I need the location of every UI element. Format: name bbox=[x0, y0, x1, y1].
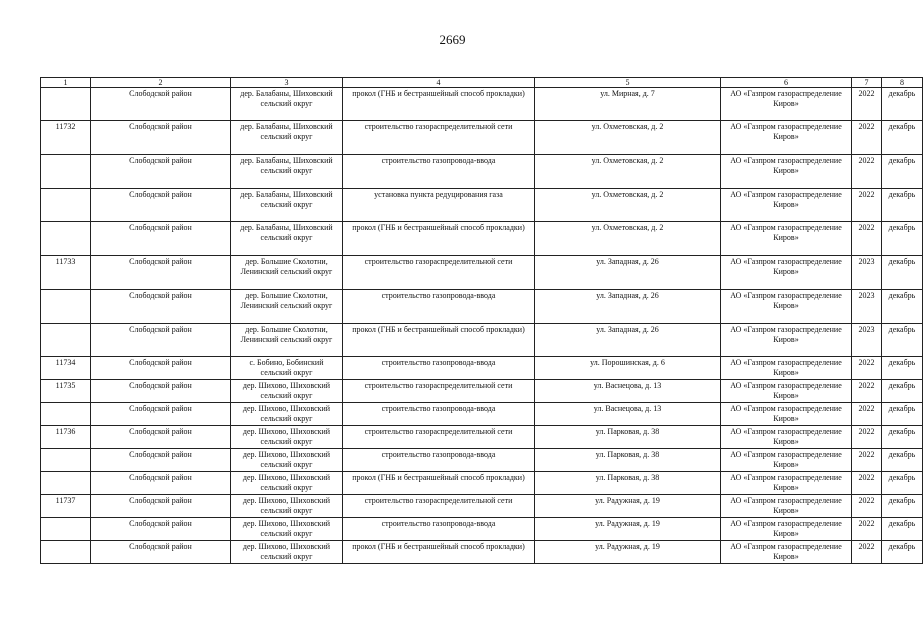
organization-cell: АО «Газпром газораспределение Киров» bbox=[721, 324, 852, 357]
settlement-cell: дер. Шихово, Шиховский сельский округ bbox=[231, 495, 343, 518]
year-cell: 2022 bbox=[852, 449, 882, 472]
row-number-cell: 11737 bbox=[41, 495, 91, 518]
address-cell: ул. Васнецова, д. 13 bbox=[535, 380, 721, 403]
month-cell: декабрь bbox=[882, 380, 923, 403]
gasification-schedule-table bbox=[40, 77, 923, 564]
district-cell: Слободской район bbox=[91, 472, 231, 495]
district-cell: Слободской район bbox=[91, 324, 231, 357]
district-cell: Слободской район bbox=[91, 541, 231, 564]
work-type-cell: строительство газораспределительной сети bbox=[343, 380, 535, 403]
address-cell: ул. Мирная, д. 7 bbox=[535, 88, 721, 121]
column-number-4: 4 bbox=[343, 78, 535, 88]
organization-cell: АО «Газпром газораспределение Киров» bbox=[721, 472, 852, 495]
month-cell: декабрь bbox=[882, 541, 923, 564]
settlement-cell: дер. Шихово, Шиховский сельский округ bbox=[231, 472, 343, 495]
settlement-cell: дер. Шихово, Шиховский сельский округ bbox=[231, 403, 343, 426]
table-row bbox=[41, 518, 923, 541]
table-row bbox=[41, 324, 923, 357]
work-type-cell: строительство газораспределительной сети bbox=[343, 256, 535, 290]
organization-cell: АО «Газпром газораспределение Киров» bbox=[721, 222, 852, 256]
year-cell: 2022 bbox=[852, 380, 882, 403]
row-number-cell bbox=[41, 403, 91, 426]
address-cell: ул. Васнецова, д. 13 bbox=[535, 403, 721, 426]
settlement-cell: дер. Шихово, Шиховский сельский округ bbox=[231, 518, 343, 541]
organization-cell: АО «Газпром газораспределение Киров» bbox=[721, 426, 852, 449]
address-cell: ул. Охметовская, д. 2 bbox=[535, 189, 721, 222]
year-cell: 2022 bbox=[852, 88, 882, 121]
column-number-1: 1 bbox=[41, 78, 91, 88]
month-cell: декабрь bbox=[882, 256, 923, 290]
district-cell: Слободской район bbox=[91, 88, 231, 121]
work-type-cell: прокол (ГНБ и бестраншейный способ прокладки) bbox=[343, 324, 535, 357]
organization-cell: АО «Газпром газораспределение Киров» bbox=[721, 155, 852, 189]
column-number-6: 6 bbox=[721, 78, 852, 88]
month-cell: декабрь bbox=[882, 426, 923, 449]
row-number-cell bbox=[41, 155, 91, 189]
year-cell: 2022 bbox=[852, 222, 882, 256]
table-row bbox=[41, 472, 923, 495]
month-cell: декабрь bbox=[882, 324, 923, 357]
organization-cell: АО «Газпром газораспределение Киров» bbox=[721, 403, 852, 426]
month-cell: декабрь bbox=[882, 495, 923, 518]
row-number-cell: 11732 bbox=[41, 121, 91, 155]
table-row bbox=[41, 189, 923, 222]
table-row bbox=[41, 380, 923, 403]
year-cell: 2022 bbox=[852, 472, 882, 495]
settlement-cell: дер. Балабаны, Шиховский сельский округ bbox=[231, 121, 343, 155]
district-cell: Слободской район bbox=[91, 380, 231, 403]
organization-cell: АО «Газпром газораспределение Киров» bbox=[721, 189, 852, 222]
year-cell: 2023 bbox=[852, 256, 882, 290]
organization-cell: АО «Газпром газораспределение Киров» bbox=[721, 495, 852, 518]
work-type-cell: строительство газораспределительной сети bbox=[343, 495, 535, 518]
row-number-cell bbox=[41, 88, 91, 121]
year-cell: 2022 bbox=[852, 121, 882, 155]
district-cell: Слободской район bbox=[91, 426, 231, 449]
month-cell: декабрь bbox=[882, 88, 923, 121]
settlement-cell: дер. Балабаны, Шиховский сельский округ bbox=[231, 189, 343, 222]
organization-cell: АО «Газпром газораспределение Киров» bbox=[721, 256, 852, 290]
month-cell: декабрь bbox=[882, 449, 923, 472]
row-number-cell: 11733 bbox=[41, 256, 91, 290]
table-row bbox=[41, 495, 923, 518]
table-row bbox=[41, 541, 923, 564]
table-row bbox=[41, 121, 923, 155]
row-number-cell: 11734 bbox=[41, 357, 91, 380]
year-cell: 2022 bbox=[852, 518, 882, 541]
month-cell: декабрь bbox=[882, 290, 923, 324]
year-cell: 2022 bbox=[852, 541, 882, 564]
work-type-cell: строительство газопровода-ввода bbox=[343, 155, 535, 189]
work-type-cell: строительство газопровода-ввода bbox=[343, 518, 535, 541]
address-cell: ул. Охметовская, д. 2 bbox=[535, 222, 721, 256]
month-cell: декабрь bbox=[882, 472, 923, 495]
settlement-cell: дер. Балабаны, Шиховский сельский округ bbox=[231, 155, 343, 189]
district-cell: Слободской район bbox=[91, 121, 231, 155]
settlement-cell: дер. Балабаны, Шиховский сельский округ bbox=[231, 222, 343, 256]
work-type-cell: прокол (ГНБ и бестраншейный способ прокладки) bbox=[343, 541, 535, 564]
row-number-cell: 11735 bbox=[41, 380, 91, 403]
table-row bbox=[41, 155, 923, 189]
column-number-8: 8 bbox=[882, 78, 923, 88]
table-body bbox=[41, 88, 923, 564]
address-cell: ул. Охметовская, д. 2 bbox=[535, 155, 721, 189]
table-row bbox=[41, 222, 923, 256]
district-cell: Слободской район bbox=[91, 222, 231, 256]
month-cell: декабрь bbox=[882, 222, 923, 256]
month-cell: декабрь bbox=[882, 121, 923, 155]
address-cell: ул. Парковая, д. 38 bbox=[535, 472, 721, 495]
organization-cell: АО «Газпром газораспределение Киров» bbox=[721, 357, 852, 380]
row-number-cell: 11736 bbox=[41, 426, 91, 449]
district-cell: Слободской район bbox=[91, 357, 231, 380]
settlement-cell: дер. Большие Сколотни, Ленинский сельский округ bbox=[231, 290, 343, 324]
organization-cell: АО «Газпром газораспределение Киров» bbox=[721, 380, 852, 403]
address-cell: ул. Радужная, д. 19 bbox=[535, 541, 721, 564]
settlement-cell: дер. Шихово, Шиховский сельский округ bbox=[231, 380, 343, 403]
month-cell: декабрь bbox=[882, 189, 923, 222]
settlement-cell: дер. Большие Сколотни, Ленинский сельский округ bbox=[231, 256, 343, 290]
settlement-cell: дер. Большие Сколотни, Ленинский сельский округ bbox=[231, 324, 343, 357]
year-cell: 2022 bbox=[852, 155, 882, 189]
address-cell: ул. Западная, д. 26 bbox=[535, 290, 721, 324]
month-cell: декабрь bbox=[882, 518, 923, 541]
work-type-cell: прокол (ГНБ и бестраншейный способ прокладки) bbox=[343, 222, 535, 256]
address-cell: ул. Западная, д. 26 bbox=[535, 256, 721, 290]
year-cell: 2022 bbox=[852, 189, 882, 222]
table-row bbox=[41, 357, 923, 380]
page-number: 2669 bbox=[439, 32, 466, 47]
address-cell: ул. Порошинская, д. 6 bbox=[535, 357, 721, 380]
organization-cell: АО «Газпром газораспределение Киров» bbox=[721, 88, 852, 121]
year-cell: 2022 bbox=[852, 426, 882, 449]
year-cell: 2023 bbox=[852, 290, 882, 324]
row-number-cell bbox=[41, 189, 91, 222]
year-cell: 2023 bbox=[852, 324, 882, 357]
address-cell: ул. Радужная, д. 19 bbox=[535, 518, 721, 541]
month-cell: декабрь bbox=[882, 403, 923, 426]
column-number-row bbox=[41, 78, 923, 88]
column-number-2: 2 bbox=[91, 78, 231, 88]
settlement-cell: с. Бобино, Бобинский сельский округ bbox=[231, 357, 343, 380]
address-cell: ул. Западная, д. 26 bbox=[535, 324, 721, 357]
table-row bbox=[41, 256, 923, 290]
column-number-3: 3 bbox=[231, 78, 343, 88]
year-cell: 2022 bbox=[852, 357, 882, 380]
month-cell: декабрь bbox=[882, 155, 923, 189]
district-cell: Слободской район bbox=[91, 189, 231, 222]
address-cell: ул. Парковая, д. 38 bbox=[535, 426, 721, 449]
organization-cell: АО «Газпром газораспределение Киров» bbox=[721, 541, 852, 564]
row-number-cell bbox=[41, 541, 91, 564]
column-number-5: 5 bbox=[535, 78, 721, 88]
work-type-cell: строительство газораспределительной сети bbox=[343, 121, 535, 155]
work-type-cell: строительство газопровода-ввода bbox=[343, 449, 535, 472]
work-type-cell: прокол (ГНБ и бестраншейный способ прокладки) bbox=[343, 472, 535, 495]
row-number-cell bbox=[41, 290, 91, 324]
organization-cell: АО «Газпром газораспределение Киров» bbox=[721, 518, 852, 541]
row-number-cell bbox=[41, 449, 91, 472]
district-cell: Слободской район bbox=[91, 290, 231, 324]
year-cell: 2022 bbox=[852, 403, 882, 426]
organization-cell: АО «Газпром газораспределение Киров» bbox=[721, 290, 852, 324]
settlement-cell: дер. Балабаны, Шиховский сельский округ bbox=[231, 88, 343, 121]
settlement-cell: дер. Шихово, Шиховский сельский округ bbox=[231, 541, 343, 564]
column-number-7: 7 bbox=[852, 78, 882, 88]
table-row bbox=[41, 426, 923, 449]
row-number-cell bbox=[41, 518, 91, 541]
work-type-cell: прокол (ГНБ и бестраншейный способ прокладки) bbox=[343, 88, 535, 121]
month-cell: декабрь bbox=[882, 357, 923, 380]
table-row bbox=[41, 449, 923, 472]
settlement-cell: дер. Шихово, Шиховский сельский округ bbox=[231, 426, 343, 449]
district-cell: Слободской район bbox=[91, 449, 231, 472]
work-type-cell: строительство газопровода-ввода bbox=[343, 357, 535, 380]
table-row bbox=[41, 403, 923, 426]
district-cell: Слободской район bbox=[91, 155, 231, 189]
row-number-cell bbox=[41, 324, 91, 357]
district-cell: Слободской район bbox=[91, 495, 231, 518]
work-type-cell: установка пункта редуцирования газа bbox=[343, 189, 535, 222]
organization-cell: АО «Газпром газораспределение Киров» bbox=[721, 449, 852, 472]
address-cell: ул. Парковая, д. 38 bbox=[535, 449, 721, 472]
row-number-cell bbox=[41, 472, 91, 495]
district-cell: Слободской район bbox=[91, 256, 231, 290]
district-cell: Слободской район bbox=[91, 403, 231, 426]
table-row bbox=[41, 88, 923, 121]
year-cell: 2022 bbox=[852, 495, 882, 518]
work-type-cell: строительство газопровода-ввода bbox=[343, 403, 535, 426]
work-type-cell: строительство газораспределительной сети bbox=[343, 426, 535, 449]
row-number-cell bbox=[41, 222, 91, 256]
address-cell: ул. Охметовская, д. 2 bbox=[535, 121, 721, 155]
organization-cell: АО «Газпром газораспределение Киров» bbox=[721, 121, 852, 155]
work-type-cell: строительство газопровода-ввода bbox=[343, 290, 535, 324]
address-cell: ул. Радужная, д. 19 bbox=[535, 495, 721, 518]
district-cell: Слободской район bbox=[91, 518, 231, 541]
table-row bbox=[41, 290, 923, 324]
settlement-cell: дер. Шихово, Шиховский сельский округ bbox=[231, 449, 343, 472]
